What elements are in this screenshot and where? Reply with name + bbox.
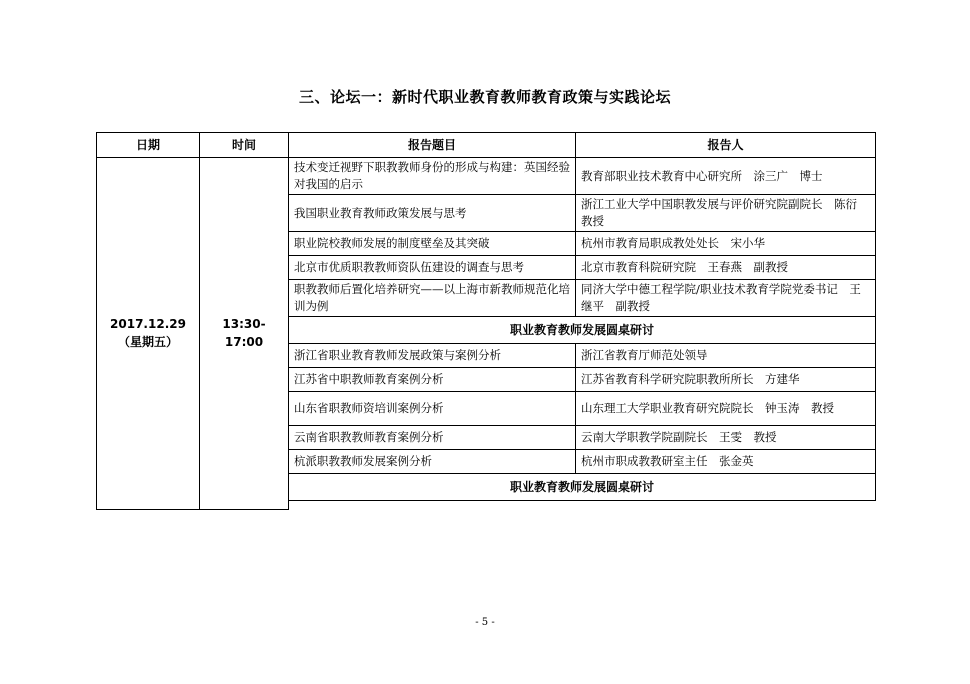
time-cell: 13:30-17:00 — [200, 158, 289, 510]
date-cell — [97, 158, 200, 510]
speaker-cell: 教育部职业技术教育中心研究所 涂三广 博士 — [576, 158, 876, 195]
header-date: 日期 — [97, 133, 200, 158]
roundtable-heading: 职业教育教师发展圆桌研讨 — [289, 474, 876, 501]
table-gap — [289, 505, 876, 509]
header-time: 时间 — [200, 133, 289, 158]
speaker-cell: 山东理工大学职业教育研究院院长 钟玉涛 教授 — [576, 392, 876, 426]
header-speaker: 报告人 — [576, 133, 876, 158]
speaker-cell: 浙江工业大学中国职教发展与评价研究院副院长 陈衍 教授 — [576, 195, 876, 232]
page-title: 三、论坛一：新时代职业教育教师教育政策与实践论坛 — [298, 88, 671, 106]
roundtable-heading: 职业教育教师发展圆桌研讨 — [289, 317, 876, 344]
speaker-cell: 杭州市教育局职成教处处长 宋小华 — [576, 232, 876, 256]
speaker-cell: 同济大学中德工程学院/职业技术教育学院党委书记 王继平 副教授 — [576, 280, 876, 317]
topic-cell: 职业院校教师发展的制度壁垒及其突破 — [289, 232, 576, 256]
topic-cell: 江苏省中职教师教育案例分析 — [289, 368, 576, 392]
topic-cell: 浙江省职业教育教师发展政策与案例分析 — [289, 344, 576, 368]
speaker-cell: 浙江省教育厅师范处领导 — [576, 344, 876, 368]
topic-cell: 山东省职教师资培训案例分析 — [289, 392, 576, 426]
speaker-cell: 云南大学职教学院副院长 王雯 教授 — [576, 426, 876, 450]
page-number: - 5 - — [475, 617, 495, 628]
weekday-value: （星期五） — [117, 335, 178, 350]
schedule-table — [96, 132, 876, 510]
topic-cell: 职教教师后置化培养研究——以上海市新教师规范化培训为例 — [289, 280, 576, 317]
header-topic: 报告题目 — [289, 133, 576, 158]
topic-cell: 北京市优质职教教师资队伍建设的调查与思考 — [289, 256, 576, 280]
table-header-row — [97, 133, 876, 158]
speaker-cell: 杭州市职成教教研室主任 张金英 — [576, 450, 876, 474]
table-row — [97, 158, 876, 195]
topic-cell: 云南省职教教师教育案例分析 — [289, 426, 576, 450]
topic-cell: 我国职业教育教师政策发展与思考 — [289, 195, 576, 232]
speaker-cell: 江苏省教育科学研究院职教所所长 方建华 — [576, 368, 876, 392]
speaker-cell: 北京市教育科院研究院 王春燕 副教授 — [576, 256, 876, 280]
date-value: 2017.12.29 — [110, 317, 186, 332]
topic-cell: 技术变迁视野下职教教师身份的形成与构建：英国经验对我国的启示 — [289, 158, 576, 195]
topic-cell: 杭派职教教师发展案例分析 — [289, 450, 576, 474]
